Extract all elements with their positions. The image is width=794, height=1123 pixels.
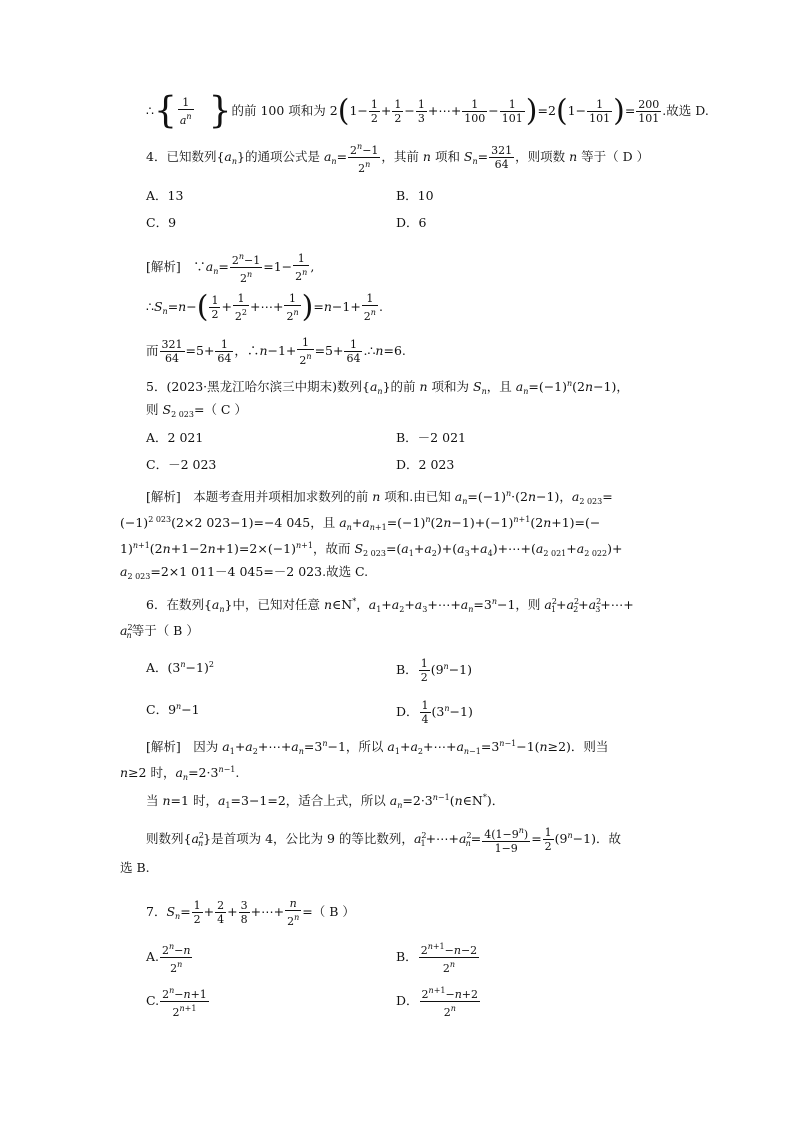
q6-solution-3: 当 n=1 时，$a_1=3-1=2$，适合上式，所以 $a_n=2\cdot 3^{n-1}(n\in N^*)$． bbox=[146, 793, 505, 810]
text: 时， bbox=[188, 793, 218, 808]
q5-option-d: D．2 023 bbox=[396, 457, 455, 472]
text: ，且 bbox=[486, 379, 516, 394]
q5-stem-2: 则 $S_{2 023}=$（ C ） bbox=[146, 402, 247, 419]
q6-stem-2: $a^2_n$等于（ B ） bbox=[120, 623, 199, 640]
option-label: A. bbox=[146, 949, 160, 964]
text: }是首项为 4，公比为 9 的等比数列， bbox=[203, 831, 414, 846]
text: .故选 D. bbox=[662, 103, 709, 118]
text: }的通项公式是 bbox=[237, 149, 324, 164]
q5-solution-3: $1)^{n+1}(2n+1-2n+1)=2\times(-1)^{n+1}$，故而 $S_{2 023}=(a_1+a_2)+(a_3+a_4)+\cdots+(a_{2 021}+a_{2 022})+$ bbox=[120, 541, 623, 558]
q7-option-a: A. $\frac{2^n-n}{2^n}$ bbox=[146, 942, 191, 975]
text: =2 bbox=[537, 103, 556, 118]
q4-option-a: A．13 bbox=[146, 188, 184, 203]
q5-solution-4: $a_{2 023}=2\times 1$ 011－4 045=－2 023.故选 C. bbox=[120, 564, 369, 581]
option-label: B． bbox=[396, 662, 418, 677]
text: －4 045=－2 023.故选 C. bbox=[215, 564, 369, 579]
q6-option-d: D． $\frac{1}{4}$ $(3^n-1)$ bbox=[396, 699, 473, 726]
text: ，∴ bbox=[234, 343, 260, 358]
q6-stem-1: 6．在数列$\{a_n\}$中，已知对任意 n∈N*，$a_1+a_2+a_3+\cdots+a_n=3^n-1$，则 $a^2_1+a^2_2+a^2_3+\cdots+$ bbox=[146, 597, 634, 614]
q6-option-c: C．$9^n-1$ bbox=[146, 702, 200, 717]
text: ．故 bbox=[595, 831, 621, 846]
prev-answer-line: ∴{ $\frac{1}{a^n}$ }的前 100 项和为 2(1− $\frac{1}{2}$ + $\frac{1}{2}$ − $\frac{1}{3}$ +⋯+ $\frac{1}{100}$ − $\frac{1}{101}$ )=2(1− $\frac{1}{101}$ )= $\frac{200}{101}$ .故选 D. bbox=[146, 90, 709, 132]
q4-solution-3: 而 $\frac{321}{64}$ =5+ $\frac{1}{64}$ ，∴n−1+ $\frac{1}{2^n}$ =5+ $\frac{1}{64}$ .∴n=6. bbox=[146, 336, 406, 367]
q4-option-c: C．9 bbox=[146, 215, 177, 230]
q6-solution-4: 则数列$\{a^2_n\}$是首项为 4，公比为 9 的等比数列，$a^2_1+\cdots+a^2_n=$ $\frac{4(1-9^n)}{1-9}$ = $\frac{1}{2}$ $(9^n-1)$．故 bbox=[146, 826, 621, 855]
text: ，适合上式，所以 bbox=[285, 793, 390, 808]
option-label: A． bbox=[146, 660, 168, 675]
text: 则 bbox=[146, 402, 163, 417]
q6-solution-1: [解析] 因为 $a_1+a_2+\cdots+a_n=3^n-1$，所以 $a_1+a_2+\cdots+a_{n-1}=3^{n-1}-1(n\ge 2)$．则当 bbox=[146, 739, 609, 756]
text: ．则当 bbox=[570, 739, 609, 754]
therefore-symbol: ∴ bbox=[146, 103, 154, 118]
text: 而 bbox=[146, 343, 159, 358]
left-brace: { bbox=[153, 90, 177, 132]
q5-solution-1: [解析] 本题考查用并项相加求数列的前 n 项和.由已知 $a_n=(-1)^n\cdot(2n-1)$，$a_{2 023}=$ bbox=[146, 489, 613, 506]
q4-solution-2: $\therefore S_n=n-$( $\frac{1}{2}$ + $\frac{1}{2^2}$ +⋯+ $\frac{1}{2^n}$ )=n−1+ $\frac{1}{2^n}$ . bbox=[146, 289, 383, 325]
q6-solution-5: 选 B. bbox=[120, 860, 150, 875]
q5-stem-1: 5．(2023·黑龙江哈尔滨三中期末)数列$\{a_n\}$的前 n 项和为 $S_n$，且 $a_n=(-1)^n(2n-1)$， bbox=[146, 379, 629, 396]
text: 项和 bbox=[430, 149, 464, 164]
text: ∴ bbox=[146, 299, 154, 314]
text: 6．在数列{ bbox=[146, 597, 212, 612]
q6-solution-2: n≥2 时，$a_n=2\cdot 3^{n-1}$. bbox=[120, 765, 240, 782]
text: （ B ） bbox=[312, 904, 355, 919]
q6-option-a: A．$(3^n-1)^2$ bbox=[146, 660, 214, 675]
text: 等于（ D ） bbox=[577, 149, 650, 164]
q5-solution-2: $(-1)^{2 023}(2\times 2$ 023−1)=−4 045，且 $a_n+a_{n+1}=(-1)^n(2n-1)+(-1)^{n+1}(2n+1)=(-$ bbox=[120, 515, 601, 532]
option-label: C． bbox=[146, 702, 169, 717]
solution-tag: [解析] bbox=[146, 489, 181, 504]
option-label: D． bbox=[396, 993, 419, 1008]
text: 5．(2023·黑龙江哈尔滨三中期末)数列{ bbox=[146, 379, 370, 394]
option-label: C. bbox=[146, 993, 160, 1008]
solution-tag: [解析] bbox=[146, 739, 181, 754]
text: .∴ bbox=[363, 343, 376, 358]
text: 等于（ B ） bbox=[131, 623, 199, 638]
q4-solution-1: [解析] $\because a_n=$ $\frac{2^n-1}{2^n}$ =1− $\frac{1}{2^n}$ , bbox=[146, 252, 315, 285]
q4-option-d: D．6 bbox=[396, 215, 427, 230]
q5-option-c: C．－2 023 bbox=[146, 457, 217, 472]
text: }中，已知对任意 bbox=[224, 597, 324, 612]
option-label: D． bbox=[396, 704, 419, 719]
q6-option-b: B． $\frac{1}{2}$ $(9^n-1)$ bbox=[396, 657, 472, 684]
text: 本题考查用并项相加求数列的前 bbox=[193, 489, 373, 504]
text: 的前 100 项和为 2 bbox=[231, 103, 338, 118]
text: }的前 bbox=[382, 379, 420, 394]
q7-stem: 7．$S_n=$ $\frac{1}{2}$ + $\frac{2}{4}$ + $\frac{3}{8}$ +⋯+ $\frac{n}{2^n}$ =（ B ） bbox=[146, 897, 355, 928]
text: 4．已知数列{ bbox=[146, 149, 225, 164]
q7-option-b: B． $\frac{2^{n+1}-n-2}{2^n}$ bbox=[396, 942, 478, 975]
text: ，则项数 bbox=[515, 149, 570, 164]
text: ，其前 bbox=[381, 149, 423, 164]
text: 则数列{ bbox=[146, 831, 192, 846]
option-label: B． bbox=[396, 949, 418, 964]
q7-option-c: C. $\frac{2^n-n+1}{2^{n+1}}$ bbox=[146, 986, 207, 1019]
text: 当 bbox=[146, 793, 163, 808]
text: 因为 bbox=[193, 739, 223, 754]
q4-option-b: B．10 bbox=[396, 188, 434, 203]
q5-option-b: B．－2 021 bbox=[396, 430, 466, 445]
q5-option-a: A．2 021 bbox=[146, 430, 204, 445]
text: 项和.由已知 bbox=[380, 489, 455, 504]
q7-option-d: D． $\frac{2^{n+1}-n+2}{2^n}$ bbox=[396, 986, 479, 1019]
solution-tag: [解析] bbox=[146, 259, 181, 274]
right-brace: } bbox=[208, 90, 232, 132]
q4-stem: 4．已知数列$\{a_n\}$的通项公式是 $a_n=$ $\frac{2^n-1}{2^n}$ ，其前 n 项和 $S_n=$ $\frac{321}{64}$ ，则项数 n 等于（ D ） bbox=[146, 142, 650, 175]
fraction: $\frac{1}{a^n}$ bbox=[179, 96, 192, 127]
text: 项和为 bbox=[427, 379, 474, 394]
